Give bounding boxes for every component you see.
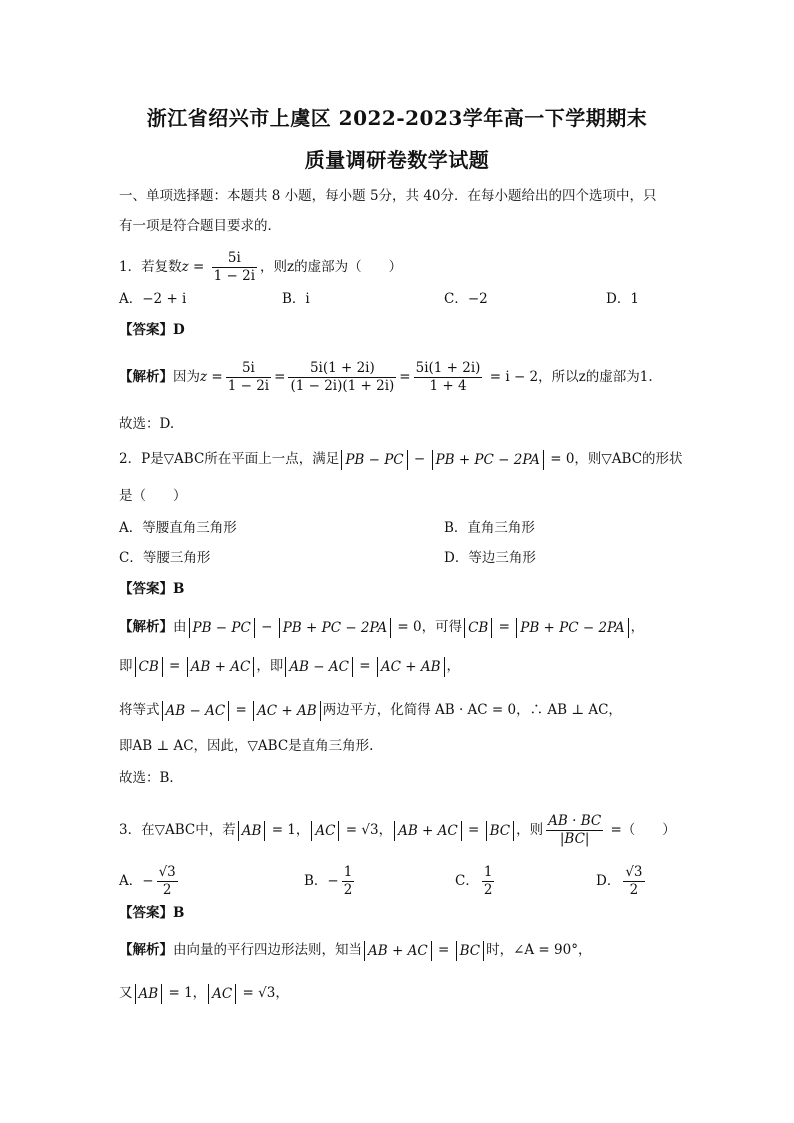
q2-a2-cb: CB (138, 658, 159, 675)
question-2-line2: 是（ ） (119, 488, 187, 504)
q1-answer: 【答案】D (119, 322, 185, 338)
q3-a1-bc: BC (459, 942, 481, 959)
q1-den: 1 − 2i (213, 268, 256, 284)
q1-prefix: 1．若复数 (119, 259, 182, 275)
q1-f2-den: (1 − 2i)(1 + 2i) (290, 378, 395, 394)
q3-pre: 3．在▽ABC中，若 (119, 822, 236, 838)
q2-option-d: D．等边三角形 (444, 550, 536, 566)
q3-fden: |BC| (546, 830, 603, 848)
q3-a1-pre: 由向量的平行四边形法则，知当 (173, 942, 362, 958)
q1-num: 5i (227, 250, 241, 266)
q1-fraction (212, 250, 257, 285)
q3-d-num: √3 (625, 864, 643, 880)
q1-f3-den: 1 + 4 (414, 377, 483, 395)
q3-a-label: A．− (119, 873, 154, 889)
q2-analysis-line3: 将等式 AB − AC = AC + AB 两边平方，化简得 AB · AC = 0，∴ AB ⊥ AC， (119, 702, 622, 719)
q2-a1-cb: CB (468, 619, 489, 636)
q2-option-a: A．等腰直角三角形 (119, 520, 237, 536)
question-3: 3．在▽ABC中，若 AB = 1， AC = √3， AB + AC = BC ，则 $\frac{AB \cdot BC}{|BC|}$ =（ ） (119, 813, 676, 847)
q3-option-b (304, 864, 357, 899)
q3-a2-post: = √3， (238, 985, 289, 1001)
q3-v2: = √3， (341, 822, 393, 838)
q2-a2-e1: AB + AC (190, 658, 251, 675)
q2-expr-a: PB − PC (345, 451, 404, 468)
q2-a1-expr-a: PB − PC (192, 619, 251, 636)
q3-sum: AB + AC (398, 822, 458, 839)
page-title: 浙江省绍兴市上虞区 2022-2023学年高一下学期期末 (146, 106, 648, 130)
q1-option-c: C．−2 (444, 291, 488, 307)
q1-analysis: 【解析】因为z = $\frac{5i}{1 - 2i}$ = $\frac{5i(1 + 2i)}{(1 - 2i)(1 + 2i)}$ = $\frac{5i(1 + 2i)}{1 + 4}$ = i − 2，所以z的虚部为1. (119, 360, 653, 394)
q3-a2-ab: AB (138, 985, 159, 1002)
q3-d-den: 2 (623, 881, 644, 899)
q1-option-b: B．i (282, 291, 310, 307)
q3-a2-mid: = 1， (164, 985, 207, 1001)
q3-c-num: 1 (483, 864, 493, 880)
q1-analysis-pre: 因为 (173, 369, 200, 385)
page-subtitle: 质量调研卷数学试题 (304, 148, 490, 172)
q1-analysis-frac2 (288, 360, 396, 395)
q3-analysis-line1: 【解析】由向量的平行四边形法则，知当 AB + AC = BC 时，∠A = 90°， (119, 942, 592, 959)
q3-a2-pre: 又 (119, 985, 133, 1001)
q2-analysis-label: 【解析】 (119, 619, 173, 635)
q3-c-label: C． (455, 873, 479, 889)
q1-eq: = (188, 259, 209, 275)
q3-post: =（ ） (606, 822, 676, 838)
q3-analysis-line2 (119, 983, 289, 1004)
q2-a1-pre: 由 (173, 619, 187, 635)
q2-a3-pre: 将等式 (119, 702, 160, 718)
q3-option-a (119, 864, 181, 899)
q2-option-b: B．直角三角形 (444, 520, 535, 536)
q3-b-label: B．− (304, 873, 339, 889)
q2-expr-b: PB + PC − 2PA (435, 451, 540, 468)
q3-d-label: D． (596, 873, 621, 889)
q3-option-d (596, 864, 648, 899)
q1-analysis-frac1 (226, 360, 271, 395)
q2-answer: 【答案】B (119, 581, 185, 597)
q3-a1-post: 时，∠A = 90°， (486, 942, 592, 958)
q3-a-den: 2 (157, 881, 178, 899)
q2-a2-e2: AB − AC (289, 658, 349, 675)
q2-option-c: C．等腰三角形 (119, 550, 211, 566)
q3-ac: AC (315, 822, 336, 839)
q1-f3-num: 5i(1 + 2i) (415, 360, 481, 376)
q1-analysis-frac3 (414, 360, 483, 395)
q3-bc: BC (489, 822, 511, 839)
q2-a1-mid: = 0，可得 (393, 619, 463, 635)
q2-a1-expr-b2: PB + PC − 2PA (520, 619, 625, 636)
q3-b-den: 2 (343, 882, 353, 898)
q3-b-num: 1 (343, 864, 353, 880)
q3-c-den: 2 (483, 882, 493, 898)
q2-final: 故选：B． (119, 770, 183, 786)
q2-analysis-line4: 即AB ⊥ AC，因此，▽ABC是直角三角形. (119, 738, 374, 754)
q3-fnum: AB · BC (548, 813, 602, 829)
q1-option-d: D．1 (606, 291, 639, 307)
q2-a2-mid: ，即 (256, 658, 284, 674)
question-1 (119, 250, 402, 285)
q1-analysis-label: 【解析】 (119, 369, 173, 385)
q3-a2-ac: AC (212, 985, 233, 1002)
q2-a3-e2: AB − AC (165, 702, 226, 719)
q3-answer: 【答案】B (119, 905, 185, 921)
q1-f1-den: 1 − 2i (227, 378, 270, 394)
q2-line1-pre: 2．P是▽ABC所在平面上一点，满足 (119, 451, 340, 467)
q1-f1-num: 5i (241, 360, 255, 376)
q2-a3-e3: AC + AB (257, 702, 317, 719)
q1-suffix: ，则z的虚部为（ ） (260, 259, 403, 275)
q2-line1-post: = 0，则▽ABC的形状 (545, 451, 683, 467)
q3-a-num: √3 (158, 864, 176, 880)
q2-analysis-line2: 即 CB = AB + AC ，即 AB − AC = AC + AB ， (119, 658, 461, 675)
q3-analysis-label: 【解析】 (119, 942, 173, 958)
q1-final: 故选：D. (119, 416, 175, 432)
q2-analysis-line1: 【解析】由 PB − PC − PB + PC − 2PA = 0，可得 CB = PB + PC − 2PA ， (119, 619, 645, 636)
q3-a1-sum: AB + AC (368, 942, 428, 959)
q1-f2-num: 5i(1 + 2i) (309, 360, 375, 376)
section-heading-line2: 有一项是符合题目要求的． (119, 218, 281, 234)
q1-analysis-post: = i − 2，所以z的虚部为1. (485, 369, 653, 385)
q2-a3-mid: 两边平方，化简得 AB · AC = 0，∴ AB ⊥ AC， (322, 702, 622, 718)
q1-z: z (181, 259, 189, 275)
q2-a2-e3: AC + AB (380, 658, 441, 675)
q3-option-c (455, 864, 497, 899)
question-2-line1: 2．P是▽ABC所在平面上一点，满足 PB − PC − PB + PC − 2PA = 0，则▽ABC的形状 (119, 451, 683, 468)
q2-a1-expr-b: PB + PC − 2PA (282, 619, 388, 636)
q3-v1: = 1， (267, 822, 310, 838)
q1-option-a: A．−2 + i (119, 291, 187, 307)
q2-a2-pre: 即 (119, 658, 133, 674)
q2-a1-post: ， (630, 619, 645, 635)
section-heading-line1: 一、单项选择题：本题共 8 小题，每小题 5分，共 40分．在每小题给出的四个选项中，只 (119, 188, 657, 204)
q3-ab: AB (241, 822, 262, 839)
q3-mid: ，则 (516, 822, 544, 838)
q3-fraction (546, 813, 603, 848)
